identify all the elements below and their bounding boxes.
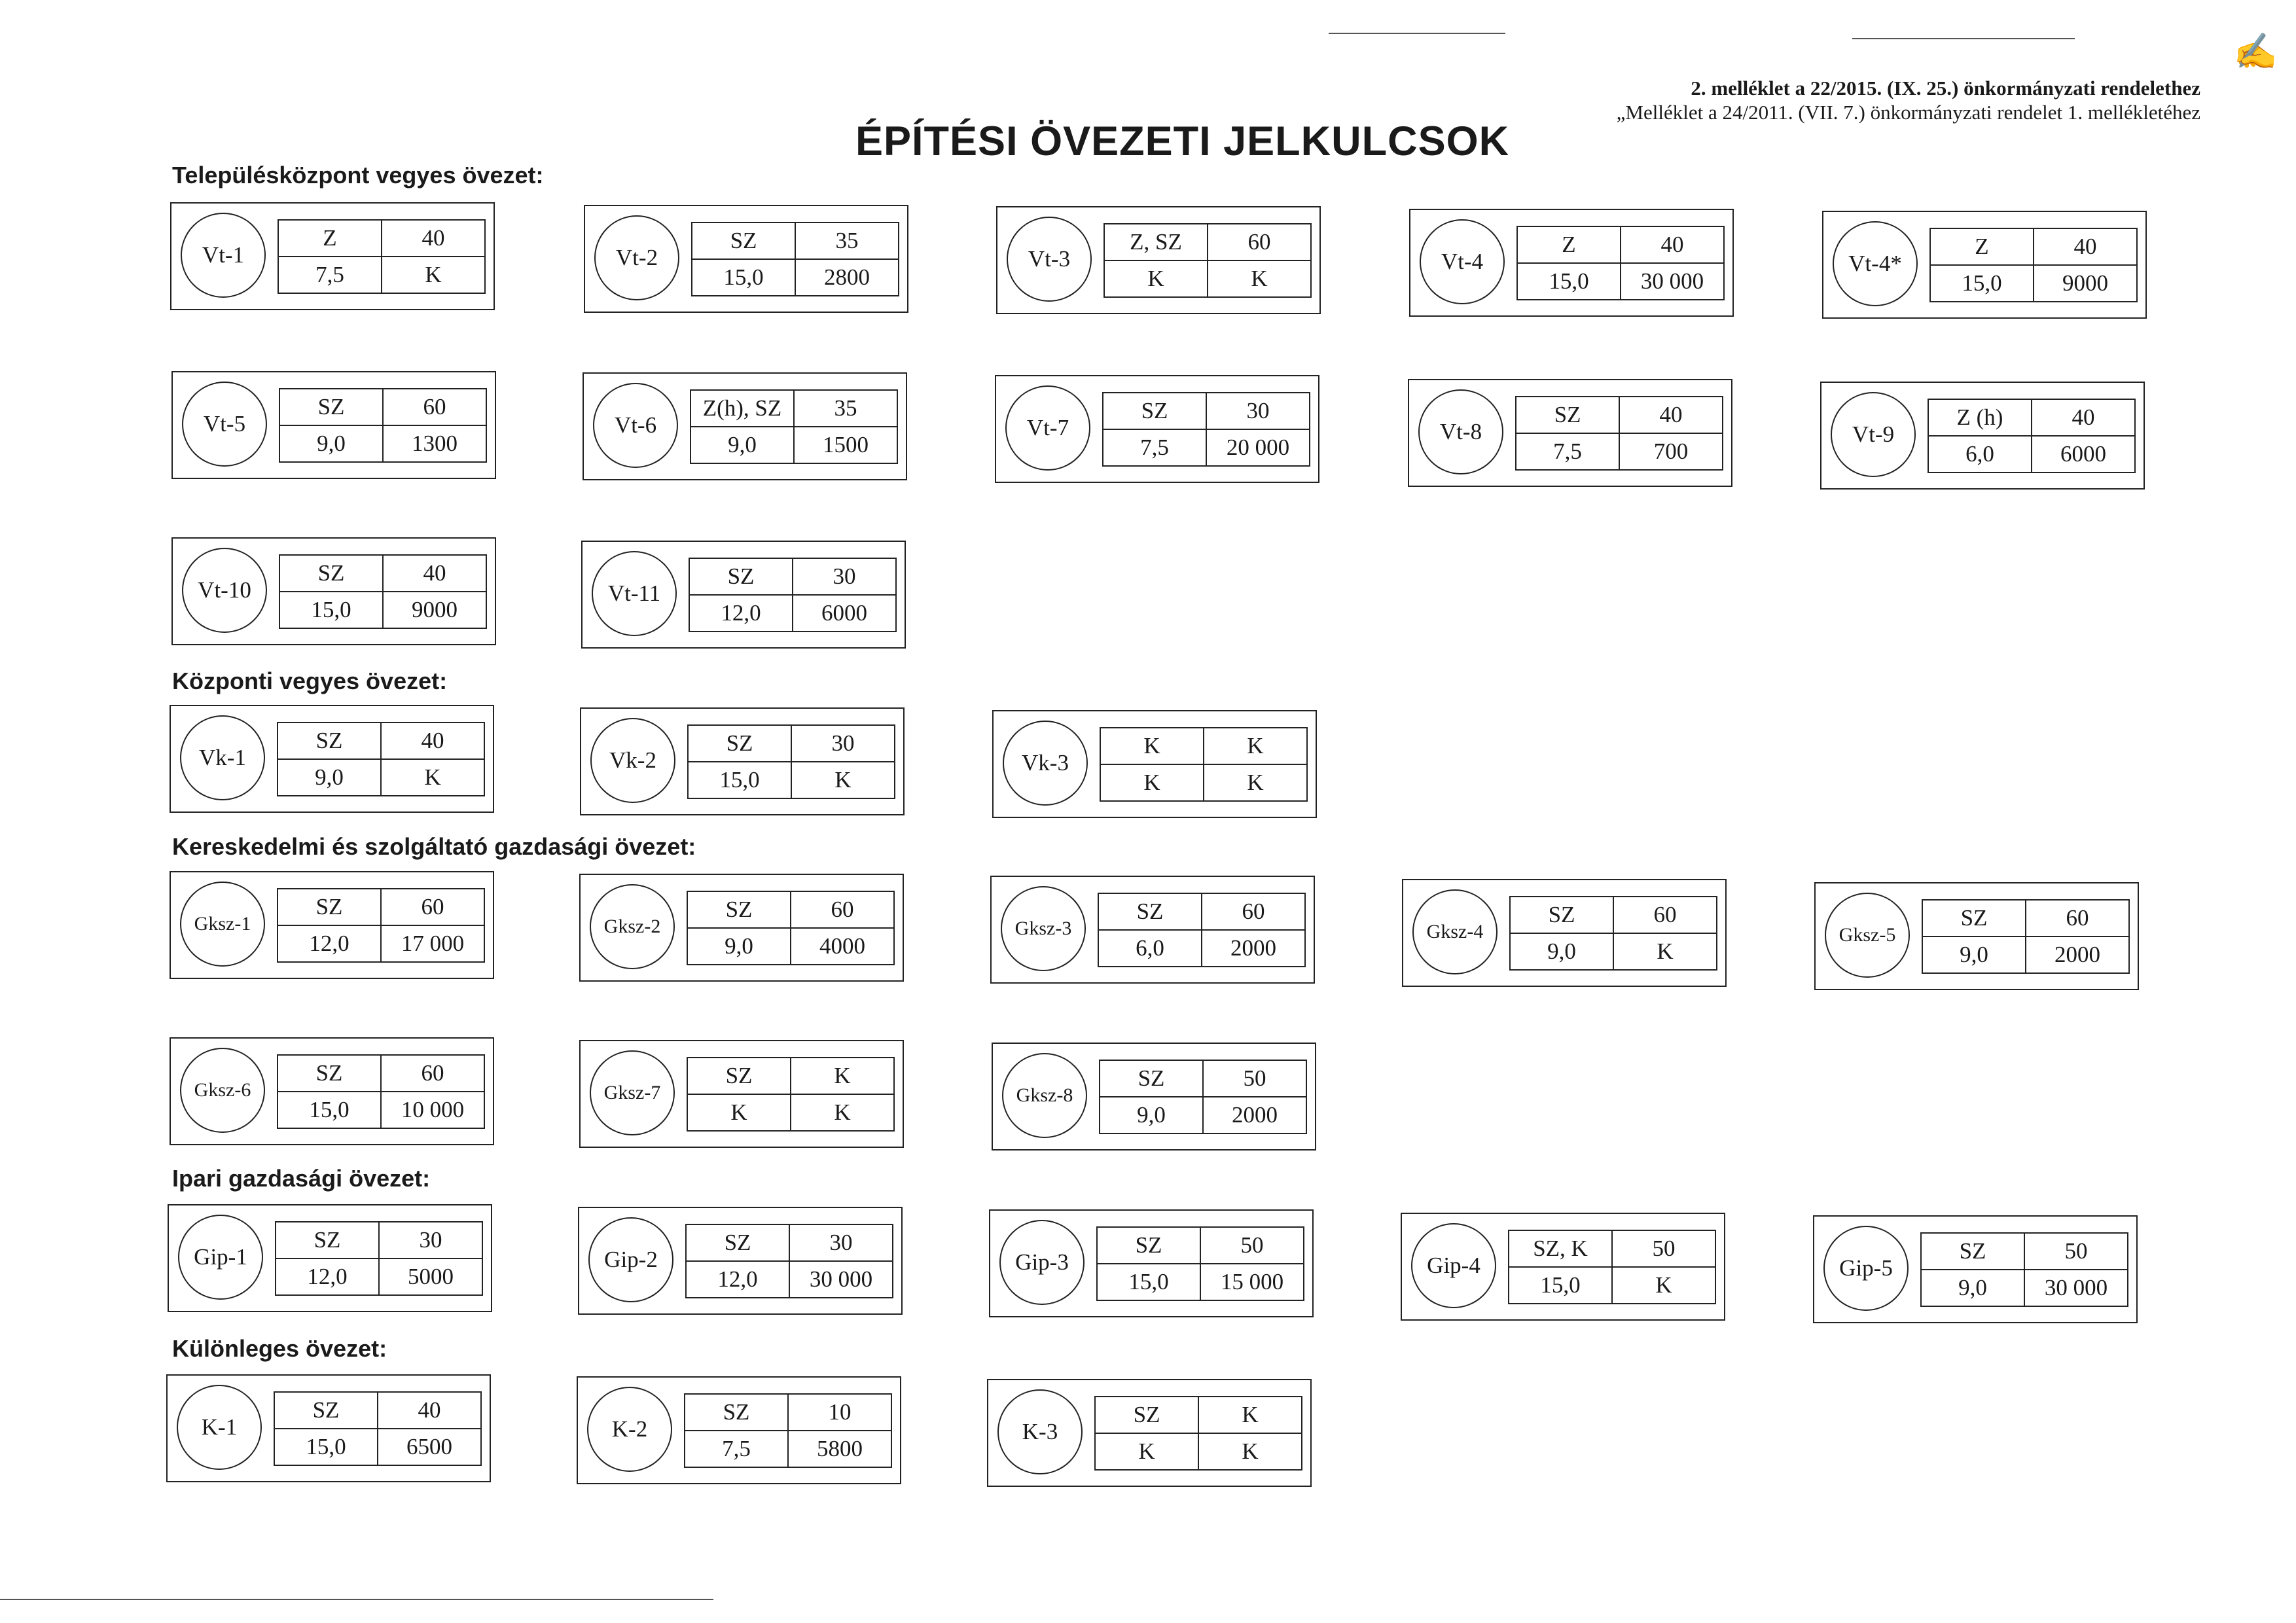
min-plot-size: 20 000 bbox=[1206, 429, 1310, 466]
building-type: SZ bbox=[276, 1222, 379, 1258]
zone-code: Vt-7 bbox=[1005, 385, 1090, 471]
max-building-height: 9,0 bbox=[1510, 933, 1613, 970]
max-building-height: 9,0 bbox=[1100, 1097, 1203, 1133]
max-building-height: 12,0 bbox=[689, 595, 793, 632]
min-plot-size: 6000 bbox=[2032, 436, 2135, 473]
zone-code: Vt-5 bbox=[182, 382, 267, 467]
building-type: Z (h) bbox=[1928, 399, 2032, 436]
zone-code: Gksz-2 bbox=[590, 884, 675, 969]
zone-code: K-1 bbox=[177, 1385, 262, 1470]
zone-parameters-table bbox=[1920, 1232, 2128, 1307]
zone-key-gksz-4 bbox=[1402, 879, 1727, 987]
min-plot-size: 1300 bbox=[383, 425, 486, 462]
min-plot-size: 30 000 bbox=[789, 1261, 893, 1298]
zone-code: Gksz-3 bbox=[1001, 886, 1086, 971]
building-type: Z bbox=[278, 220, 382, 257]
min-plot-size: K bbox=[791, 762, 895, 798]
max-building-height: 15,0 bbox=[1509, 1267, 1612, 1304]
scan-artifact-line bbox=[1852, 38, 2075, 39]
max-coverage: 60 bbox=[383, 389, 486, 425]
building-type: SZ bbox=[278, 722, 381, 759]
zone-parameters-table bbox=[1929, 228, 2138, 302]
max-building-height: 9,0 bbox=[1921, 1270, 2024, 1306]
zone-key-gksz-3 bbox=[990, 876, 1315, 984]
building-type: SZ bbox=[278, 889, 381, 925]
building-type: SZ bbox=[1095, 1397, 1198, 1433]
max-building-height: 6,0 bbox=[1098, 930, 1202, 967]
zone-code: Gip-5 bbox=[1823, 1226, 1909, 1311]
max-coverage: 30 bbox=[789, 1224, 893, 1261]
min-plot-size: 4000 bbox=[791, 928, 894, 965]
max-coverage: 40 bbox=[1619, 397, 1723, 433]
zone-parameters-table bbox=[277, 722, 485, 796]
zone-parameters-table bbox=[685, 1224, 893, 1298]
zone-parameters-table bbox=[1516, 226, 1725, 300]
zone-key-gip-3 bbox=[989, 1209, 1314, 1317]
zone-key-vt-2 bbox=[584, 205, 908, 313]
min-plot-size: 700 bbox=[1619, 433, 1723, 470]
zone-parameters-table bbox=[1099, 1060, 1307, 1134]
zone-parameters-table bbox=[684, 1393, 892, 1468]
max-coverage: 30 bbox=[379, 1222, 482, 1258]
max-coverage: 30 bbox=[1206, 393, 1310, 429]
max-building-height: 9,0 bbox=[279, 425, 383, 462]
zone-key-gksz-1 bbox=[170, 871, 494, 979]
min-plot-size: 2000 bbox=[1203, 1097, 1306, 1133]
building-type: SZ bbox=[1103, 393, 1206, 429]
max-coverage: 60 bbox=[1208, 224, 1311, 260]
building-type: Z(h), SZ bbox=[691, 390, 794, 427]
building-type: SZ bbox=[685, 1394, 788, 1431]
zone-key-vt-9 bbox=[1820, 382, 2145, 490]
max-building-height: K bbox=[1104, 260, 1208, 297]
max-coverage: 60 bbox=[381, 1055, 484, 1092]
zone-parameters-table bbox=[1103, 223, 1312, 298]
zone-code: Gksz-8 bbox=[1002, 1053, 1087, 1138]
min-plot-size: 2800 bbox=[795, 259, 899, 296]
min-plot-size: 10 000 bbox=[381, 1092, 484, 1128]
zone-code: Vt-3 bbox=[1007, 217, 1092, 302]
zone-parameters-table bbox=[279, 388, 487, 463]
zone-parameters-table bbox=[1102, 392, 1310, 467]
zone-code: Gksz-7 bbox=[590, 1050, 675, 1135]
zone-code: Vt-11 bbox=[592, 551, 677, 636]
zone-parameters-table bbox=[1096, 1226, 1304, 1301]
zone-code: K-3 bbox=[997, 1389, 1083, 1474]
zone-code: Gip-3 bbox=[999, 1220, 1085, 1305]
zone-key-gip-4 bbox=[1401, 1213, 1725, 1321]
zone-key-vt-11 bbox=[581, 541, 906, 649]
max-coverage: 50 bbox=[2024, 1233, 2128, 1270]
zone-code: Gip-1 bbox=[178, 1215, 263, 1300]
zone-code: Gksz-6 bbox=[180, 1048, 265, 1133]
zone-parameters-table bbox=[687, 891, 895, 965]
zone-code: Vt-4 bbox=[1420, 219, 1505, 304]
max-building-height: 12,0 bbox=[276, 1258, 379, 1295]
max-building-height: 12,0 bbox=[278, 925, 381, 962]
max-coverage: K bbox=[1198, 1397, 1302, 1433]
zone-key-gksz-8 bbox=[992, 1043, 1316, 1150]
max-building-height: 15,0 bbox=[274, 1429, 378, 1465]
zone-key-vk-1 bbox=[170, 705, 494, 813]
zone-key-gip-2 bbox=[578, 1207, 903, 1315]
max-coverage: 40 bbox=[2032, 399, 2135, 436]
zone-code: Vt-10 bbox=[182, 548, 267, 633]
building-type: Z bbox=[1930, 228, 2034, 265]
zone-key-k-1 bbox=[166, 1374, 491, 1482]
building-type: SZ bbox=[278, 1055, 381, 1092]
max-building-height: 9,0 bbox=[687, 928, 791, 965]
min-plot-size: 9000 bbox=[2034, 265, 2137, 302]
zone-key-vt-4-star bbox=[1822, 211, 2147, 319]
zone-parameters-table bbox=[1922, 899, 2130, 974]
max-coverage: 40 bbox=[383, 555, 486, 592]
zone-key-vt-5 bbox=[171, 371, 496, 479]
section-title-gksz: Kereskedelmi és szolgáltató gazdasági övezet: bbox=[172, 833, 696, 860]
zone-key-gksz-2 bbox=[579, 874, 904, 982]
min-plot-size: K bbox=[381, 759, 484, 796]
zone-parameters-table bbox=[687, 724, 895, 799]
min-plot-size: 30 000 bbox=[2024, 1270, 2128, 1306]
building-type: SZ bbox=[1097, 1227, 1200, 1264]
section-title-gip: Ipari gazdasági övezet: bbox=[172, 1165, 431, 1192]
building-type: SZ bbox=[688, 725, 791, 762]
max-building-height: 9,0 bbox=[691, 427, 794, 463]
zone-code: Vt-4* bbox=[1833, 221, 1918, 306]
max-building-height: K bbox=[1095, 1433, 1198, 1470]
max-coverage: K bbox=[791, 1058, 894, 1094]
max-coverage: 50 bbox=[1612, 1230, 1715, 1267]
max-building-height: 15,0 bbox=[278, 1092, 381, 1128]
min-plot-size: 6500 bbox=[378, 1429, 481, 1465]
zone-key-gip-1 bbox=[168, 1204, 492, 1312]
zone-parameters-table bbox=[1100, 727, 1308, 802]
building-type: SZ bbox=[686, 1224, 789, 1261]
max-building-height: 15,0 bbox=[279, 592, 383, 628]
min-plot-size: 2000 bbox=[1202, 930, 1305, 967]
min-plot-size: K bbox=[382, 257, 485, 293]
zone-parameters-table bbox=[277, 1054, 485, 1129]
building-type: SZ bbox=[692, 223, 795, 259]
zone-parameters-table bbox=[1509, 896, 1717, 971]
max-building-height: 15,0 bbox=[688, 762, 791, 798]
max-coverage: K bbox=[1204, 728, 1307, 764]
zone-parameters-table bbox=[687, 1057, 895, 1132]
max-coverage: 40 bbox=[1621, 226, 1724, 263]
zone-parameters-table bbox=[278, 219, 486, 294]
handwritten-initials-mark: ✍ bbox=[2233, 32, 2278, 71]
max-building-height: 15,0 bbox=[692, 259, 795, 296]
max-building-height: 15,0 bbox=[1517, 263, 1621, 300]
zone-parameters-table bbox=[1515, 396, 1723, 471]
building-type: SZ bbox=[274, 1392, 378, 1429]
zone-key-vt-7 bbox=[995, 375, 1319, 483]
max-building-height: 7,5 bbox=[1103, 429, 1206, 466]
zone-code: Gip-4 bbox=[1411, 1223, 1496, 1308]
max-building-height: 7,5 bbox=[685, 1431, 788, 1467]
zone-parameters-table bbox=[689, 558, 897, 632]
section-title-k: Különleges övezet: bbox=[172, 1335, 387, 1362]
zone-parameters-table bbox=[277, 888, 485, 963]
min-plot-size: K bbox=[1198, 1433, 1302, 1470]
max-coverage: 35 bbox=[794, 390, 897, 427]
zone-code: Vk-2 bbox=[590, 718, 675, 803]
max-coverage: 30 bbox=[791, 725, 895, 762]
min-plot-size: K bbox=[1612, 1267, 1715, 1304]
zone-parameters-table bbox=[1098, 893, 1306, 967]
zone-code: Vt-6 bbox=[593, 383, 678, 468]
building-type: SZ bbox=[1510, 897, 1613, 933]
zone-key-gksz-5 bbox=[1814, 882, 2139, 990]
max-coverage: 60 bbox=[381, 889, 484, 925]
min-plot-size: 15 000 bbox=[1200, 1264, 1304, 1300]
scan-artifact-line bbox=[0, 1599, 713, 1600]
zone-parameters-table bbox=[690, 389, 898, 464]
zone-code: Vt-9 bbox=[1831, 392, 1916, 477]
zone-code: Vt-2 bbox=[594, 215, 679, 300]
zone-key-gksz-7 bbox=[579, 1040, 904, 1148]
zone-code: Vk-1 bbox=[180, 715, 265, 800]
zone-code: Gksz-5 bbox=[1825, 893, 1910, 978]
zone-parameters-table bbox=[275, 1221, 483, 1296]
max-building-height: 7,5 bbox=[1516, 433, 1619, 470]
max-building-height: K bbox=[687, 1094, 791, 1131]
max-coverage: 40 bbox=[2034, 228, 2137, 265]
zone-parameters-table bbox=[691, 222, 899, 296]
max-coverage: 30 bbox=[793, 558, 896, 595]
max-coverage: 10 bbox=[788, 1394, 891, 1431]
zone-parameters-table bbox=[1094, 1396, 1302, 1471]
building-type: K bbox=[1100, 728, 1204, 764]
zone-key-vk-3 bbox=[992, 710, 1317, 818]
zone-parameters-table bbox=[274, 1391, 482, 1466]
max-building-height: 15,0 bbox=[1097, 1264, 1200, 1300]
section-title-vk: Központi vegyes övezet: bbox=[172, 668, 448, 694]
zone-key-gip-5 bbox=[1813, 1215, 2138, 1323]
zone-code: Vk-3 bbox=[1003, 721, 1088, 806]
building-type: Z bbox=[1517, 226, 1621, 263]
zone-parameters-table bbox=[279, 554, 487, 629]
max-coverage: 40 bbox=[378, 1392, 481, 1429]
zone-parameters-table bbox=[1508, 1230, 1716, 1304]
zone-code: Gksz-4 bbox=[1412, 889, 1498, 974]
building-type: SZ, K bbox=[1509, 1230, 1612, 1267]
zone-key-vt-6 bbox=[583, 372, 907, 480]
zone-key-k-3 bbox=[987, 1379, 1312, 1487]
zone-code: Vt-1 bbox=[181, 213, 266, 298]
max-coverage: 60 bbox=[1202, 893, 1305, 930]
building-type: SZ bbox=[687, 891, 791, 928]
building-type: SZ bbox=[1098, 893, 1202, 930]
zone-key-vk-2 bbox=[580, 707, 905, 815]
max-coverage: 50 bbox=[1203, 1060, 1306, 1097]
max-coverage: 50 bbox=[1200, 1227, 1304, 1264]
original-annex-reference: „Melléklet a 24/2011. (VII. 7.) önkormányzati rendelet 1. mellékletéhez bbox=[1616, 101, 2200, 124]
max-coverage: 35 bbox=[795, 223, 899, 259]
zone-key-vt-8 bbox=[1408, 379, 1732, 487]
min-plot-size: 1500 bbox=[794, 427, 897, 463]
zone-code: Gip-2 bbox=[588, 1217, 673, 1302]
building-type: SZ bbox=[689, 558, 793, 595]
zone-key-k-2 bbox=[577, 1376, 901, 1484]
min-plot-size: 2000 bbox=[2026, 936, 2129, 973]
max-coverage: 40 bbox=[381, 722, 484, 759]
min-plot-size: 6000 bbox=[793, 595, 896, 632]
max-coverage: 60 bbox=[1613, 897, 1717, 933]
max-coverage: 60 bbox=[2026, 900, 2129, 936]
max-building-height: 7,5 bbox=[278, 257, 382, 293]
building-type: SZ bbox=[1921, 1233, 2024, 1270]
max-building-height: 15,0 bbox=[1930, 265, 2034, 302]
annex-reference: 2. melléklet a 22/2015. (IX. 25.) önkormányzati rendelethez bbox=[1691, 77, 2200, 99]
max-building-height: 9,0 bbox=[1922, 936, 2026, 973]
max-building-height: K bbox=[1100, 764, 1204, 801]
max-building-height: 12,0 bbox=[686, 1261, 789, 1298]
zone-key-vt-10 bbox=[171, 537, 496, 645]
scan-artifact-line bbox=[1329, 33, 1505, 34]
min-plot-size: K bbox=[1204, 764, 1307, 801]
min-plot-size: 30 000 bbox=[1621, 263, 1724, 300]
section-title-vt: Településközpont vegyes övezet: bbox=[172, 162, 544, 188]
building-type: SZ bbox=[687, 1058, 791, 1094]
page-title: ÉPÍTÉSI ÖVEZETI JELKULCSOK bbox=[855, 118, 1510, 164]
min-plot-size: 5000 bbox=[379, 1258, 482, 1295]
zone-key-vt-4 bbox=[1409, 209, 1734, 317]
zone-code: K-2 bbox=[587, 1387, 672, 1472]
max-coverage: 60 bbox=[791, 891, 894, 928]
building-type: SZ bbox=[1516, 397, 1619, 433]
max-building-height: 9,0 bbox=[278, 759, 381, 796]
zone-parameters-table bbox=[1928, 399, 2136, 473]
zone-key-vt-3 bbox=[996, 206, 1321, 314]
building-type: SZ bbox=[279, 555, 383, 592]
min-plot-size: 9000 bbox=[383, 592, 486, 628]
min-plot-size: 5800 bbox=[788, 1431, 891, 1467]
min-plot-size: K bbox=[1613, 933, 1717, 970]
min-plot-size: K bbox=[1208, 260, 1311, 297]
min-plot-size: 17 000 bbox=[381, 925, 484, 962]
zone-key-vt-1 bbox=[170, 202, 495, 310]
building-type: Z, SZ bbox=[1104, 224, 1208, 260]
min-plot-size: K bbox=[791, 1094, 894, 1131]
max-coverage: 40 bbox=[382, 220, 485, 257]
building-type: SZ bbox=[279, 389, 383, 425]
zone-key-gksz-6 bbox=[170, 1037, 494, 1145]
building-type: SZ bbox=[1922, 900, 2026, 936]
max-building-height: 6,0 bbox=[1928, 436, 2032, 473]
zone-code: Gksz-1 bbox=[180, 882, 265, 967]
building-type: SZ bbox=[1100, 1060, 1203, 1097]
zone-code: Vt-8 bbox=[1418, 389, 1503, 474]
